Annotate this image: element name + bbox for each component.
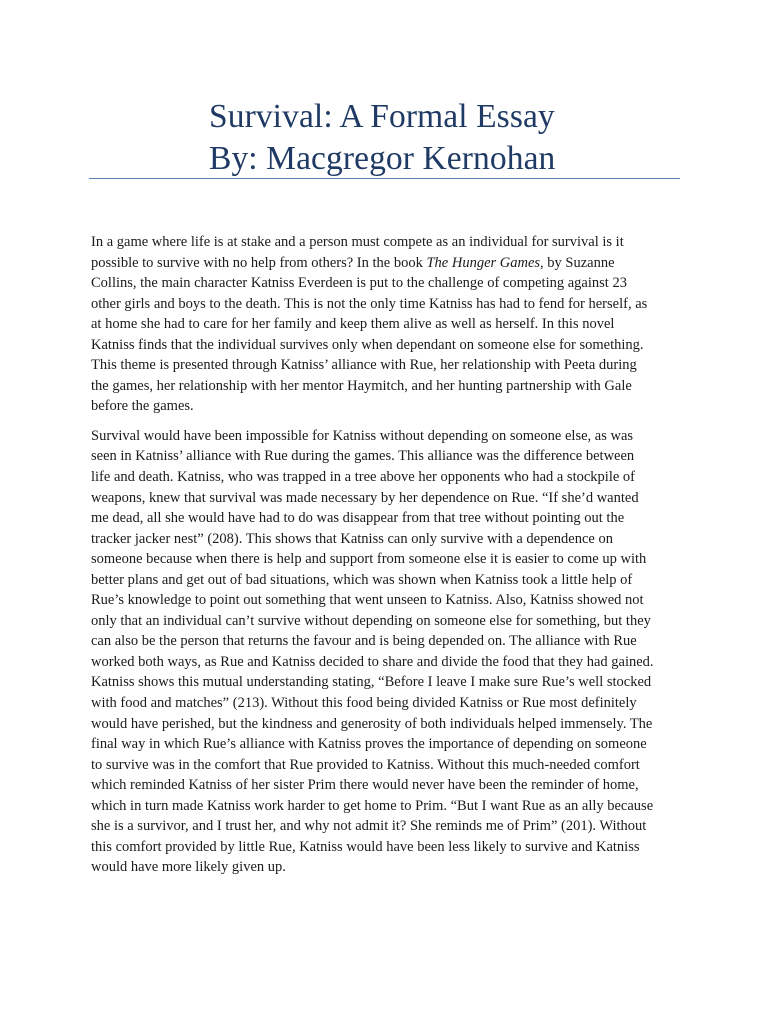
text-line: which reminded Katniss of her sister Prim there would never have been the reminder of home, [91, 777, 639, 794]
book-title: The Hunger Games [426, 254, 541, 271]
text-line: tracker jacker nest” (208). This shows that Katniss can only survive with a dependence on [91, 530, 613, 547]
title-line: Survival: A Formal Essay [209, 98, 555, 135]
text-line: me dead, all she would have had to do was disappear from that tree without pointing out the [91, 510, 625, 527]
text-line: Katniss finds that the individual survives only when dependant on someone else for something. [91, 336, 644, 353]
essay-body [91, 232, 691, 878]
text-run: possible to survive with no help from others? In the book [91, 254, 427, 271]
text-line: This theme is presented through Katniss’ alliance with Rue, her relationship with Peeta during [91, 357, 637, 374]
text-line: to survive was in the comfort that Rue provided to Katniss. Without this much-needed comfort [91, 756, 640, 773]
text-line: better plans and get out of bad situations, which was shown when Katniss took a little help of [91, 571, 633, 588]
text-line: weapons, knew that survival was made necessary by her dependence on Rue. “If she’d wanted [91, 489, 639, 506]
text-line: seen in Katniss’ alliance with Rue during the games. This alliance was the difference between [91, 448, 635, 465]
text-line [91, 253, 691, 274]
text-line: before the games. [91, 398, 194, 415]
document-title [209, 96, 689, 180]
text-line: she is a survivor, and I trust her, and why not admit it? She reminds me of Prim” (201). Without [91, 818, 647, 835]
text-line: In a game where life is at stake and a person must compete as an individual for survival is it [91, 234, 624, 250]
byline: By: Macgregor Kernohan [209, 140, 556, 177]
text-line: this comfort provided by little Rue, Katniss would have been less likely to survive and Katniss [91, 838, 640, 855]
text-line: with food and matches” (213). Without this food being divided Katniss or Rue most definitely [91, 695, 637, 712]
text-line: someone because when there is help and support from someone else it is easier to come up with [91, 551, 647, 568]
text-line: other girls and boys to the death. This is not the only time Katniss has had to fend for herself, as [91, 295, 648, 312]
text-line: only that an individual can’t survive without depending on someone else for something, but they [91, 612, 651, 629]
text-line: the games, her relationship with her mentor Haymitch, and her hunting partnership with Gale [91, 377, 632, 394]
text-line: Katniss shows this mutual understanding stating, “Before I leave I make sure Rue’s well stocked [91, 674, 652, 691]
text-line: can also be the person that returns the favour and is being depended on. The alliance with Rue [91, 633, 637, 650]
text-line: final way in which Rue’s alliance with Katniss proves the importance of depending on someone [91, 736, 647, 753]
text-line: at home she had to care for her family and keep them alive as well as herself. In this novel [91, 316, 615, 333]
text-line: life and death. Katniss, who was trapped in a tree above her opponents who had a stockpile of [91, 469, 635, 486]
text-line: would have perished, but the kindness and generosity of both individuals helped immensely. The [91, 715, 653, 732]
text-line: Survival would have been impossible for Katniss without depending on someone else, as was [91, 427, 634, 444]
text-line: Rue’s knowledge to point out something that went unseen to Katniss. Also, Katniss showed not [91, 592, 644, 609]
text-line: would have more likely given up. [91, 859, 286, 876]
paragraph-body [91, 426, 691, 878]
title-divider [89, 178, 680, 179]
text-line: which in turn made Katniss work harder to get home to Prim. “But I want Rue as an ally because [91, 797, 654, 814]
paragraph-introduction [91, 232, 691, 417]
text-run: , by Suzanne [540, 254, 615, 271]
text-line: worked both ways, as Rue and Katniss decided to share and divide the food that they had gained. [91, 653, 654, 670]
text-line: Collins, the main character Katniss Everdeen is put to the challenge of competing against 23 [91, 275, 627, 292]
